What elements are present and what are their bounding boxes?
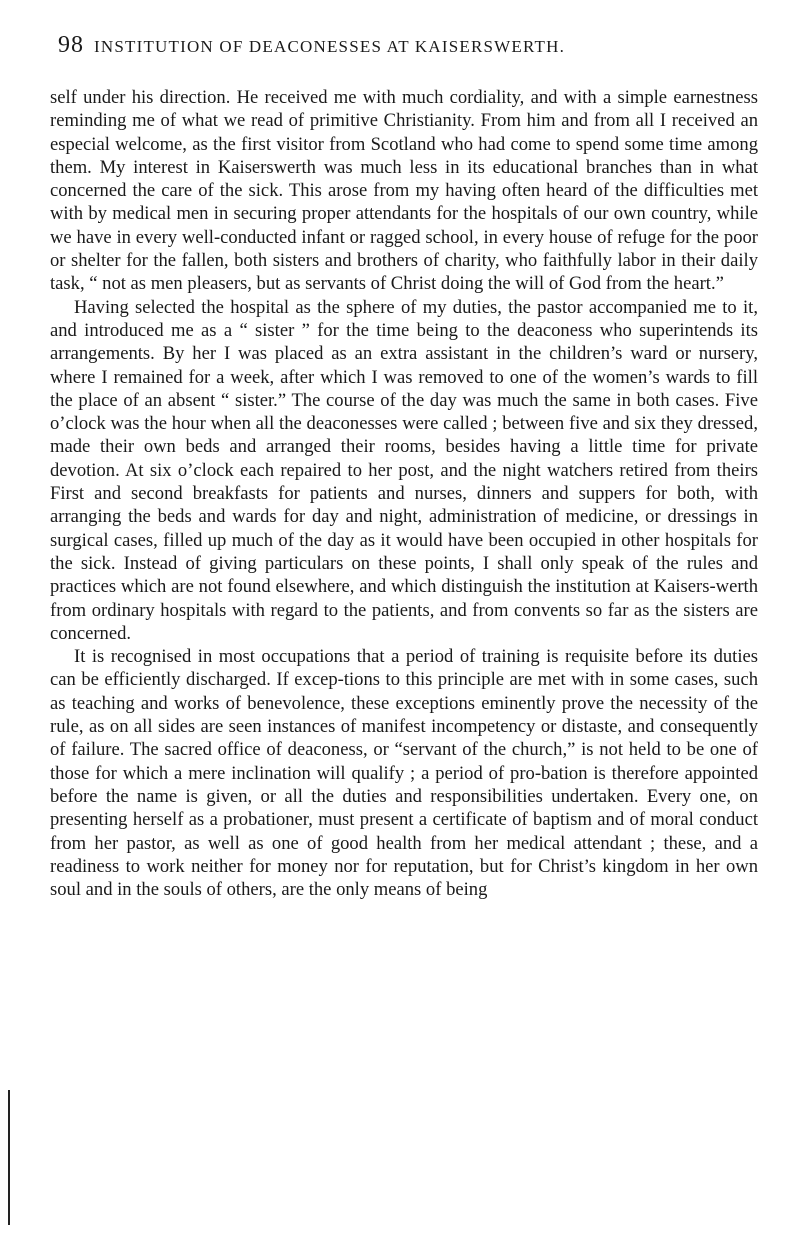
- paragraph-1: self under his direction. He received me with much cordiality, and with a simple earnestness reminding me of what we read of primitive Christianity. From him and from all I received an especial welcome, as the first visitor from Scotland who had come to spend some time among them. My interest in Kaiserswerth was much less in its educational branches than in what concerned the care of the sick. This arose from my having often heard of the difficulties met with by medical men in securing proper attendants for the hospitals of our own country, while we have in every well-conducted infant or ragged school, in every house of refuge for the poor or shelter for the fallen, both sisters and brothers of charity, who faithfully labor in their daily task, “ not as men pleasers, but as servants of Christ doing the will of God from the heart.”: [50, 87, 758, 295]
- running-title: INSTITUTION OF DEACONESSES AT KAISERSWERTH.: [94, 37, 566, 56]
- margin-rule: [8, 1090, 10, 1225]
- paragraph-3: It is recognised in most occupations that a period of training is requisite before its duties can be efficiently discharged. If excep-tions to this principle are met with in some cases, such as teaching and works of benevolence, these exceptions eminently prove the necessity of the rule, as on all sides are seen instances of manifest incompetency or distaste, and consequently of failure. The sacred office of deaconess, or “servant of the church,” is not held to be one of those for which a mere inclination will qualify ; a period of pro-bation is therefore appointed before the name is given, or all the duties and responsibilities undertaken. Every one, on presenting herself as a probationer, must present a certificate of baptism and of moral conduct from her pastor, as well as one of good health from her medical attendant ; these, and a readiness to work neither for money nor for reputation, but for Christ’s kingdom in her own soul and in the souls of others, are the only means of being: [50, 646, 758, 901]
- body-text: [50, 86, 758, 901]
- paragraph-2: Having selected the hospital as the sphere of my duties, the pastor accompanied me to it, and introduced me as a “ sister ” for the time being to the deaconess who superintends its arrangements. By her I was placed as an extra assistant in the children’s ward or nursery, where I remained for a week, after which I was removed to one of the women’s wards to fill the place of an absent “ sister.” The course of the day was much the same in both cases. Five o’clock was the hour when all the deaconesses were called ; between five and six they dressed, made their own beds and arranged their rooms, besides having a little time for private devotion. At six o’clock each repaired to her post, and the night watchers retired from theirs First and second breakfasts for patients and nurses, dinners and suppers for both, with arranging the beds and wards for day and night, administration of medicine, or dressings in surgical cases, filled up much of the day as it would have been occupied in other hospitals for the sick. Instead of giving particulars on these points, I shall only speak of the rules and practices which are not found elsewhere, and which distinguish the institution at Kaisers-werth from ordinary hospitals with regard to the patients, and from convents so far as the sisters are concerned.: [50, 296, 758, 644]
- running-head: [58, 32, 758, 62]
- page-number: 98: [58, 32, 84, 58]
